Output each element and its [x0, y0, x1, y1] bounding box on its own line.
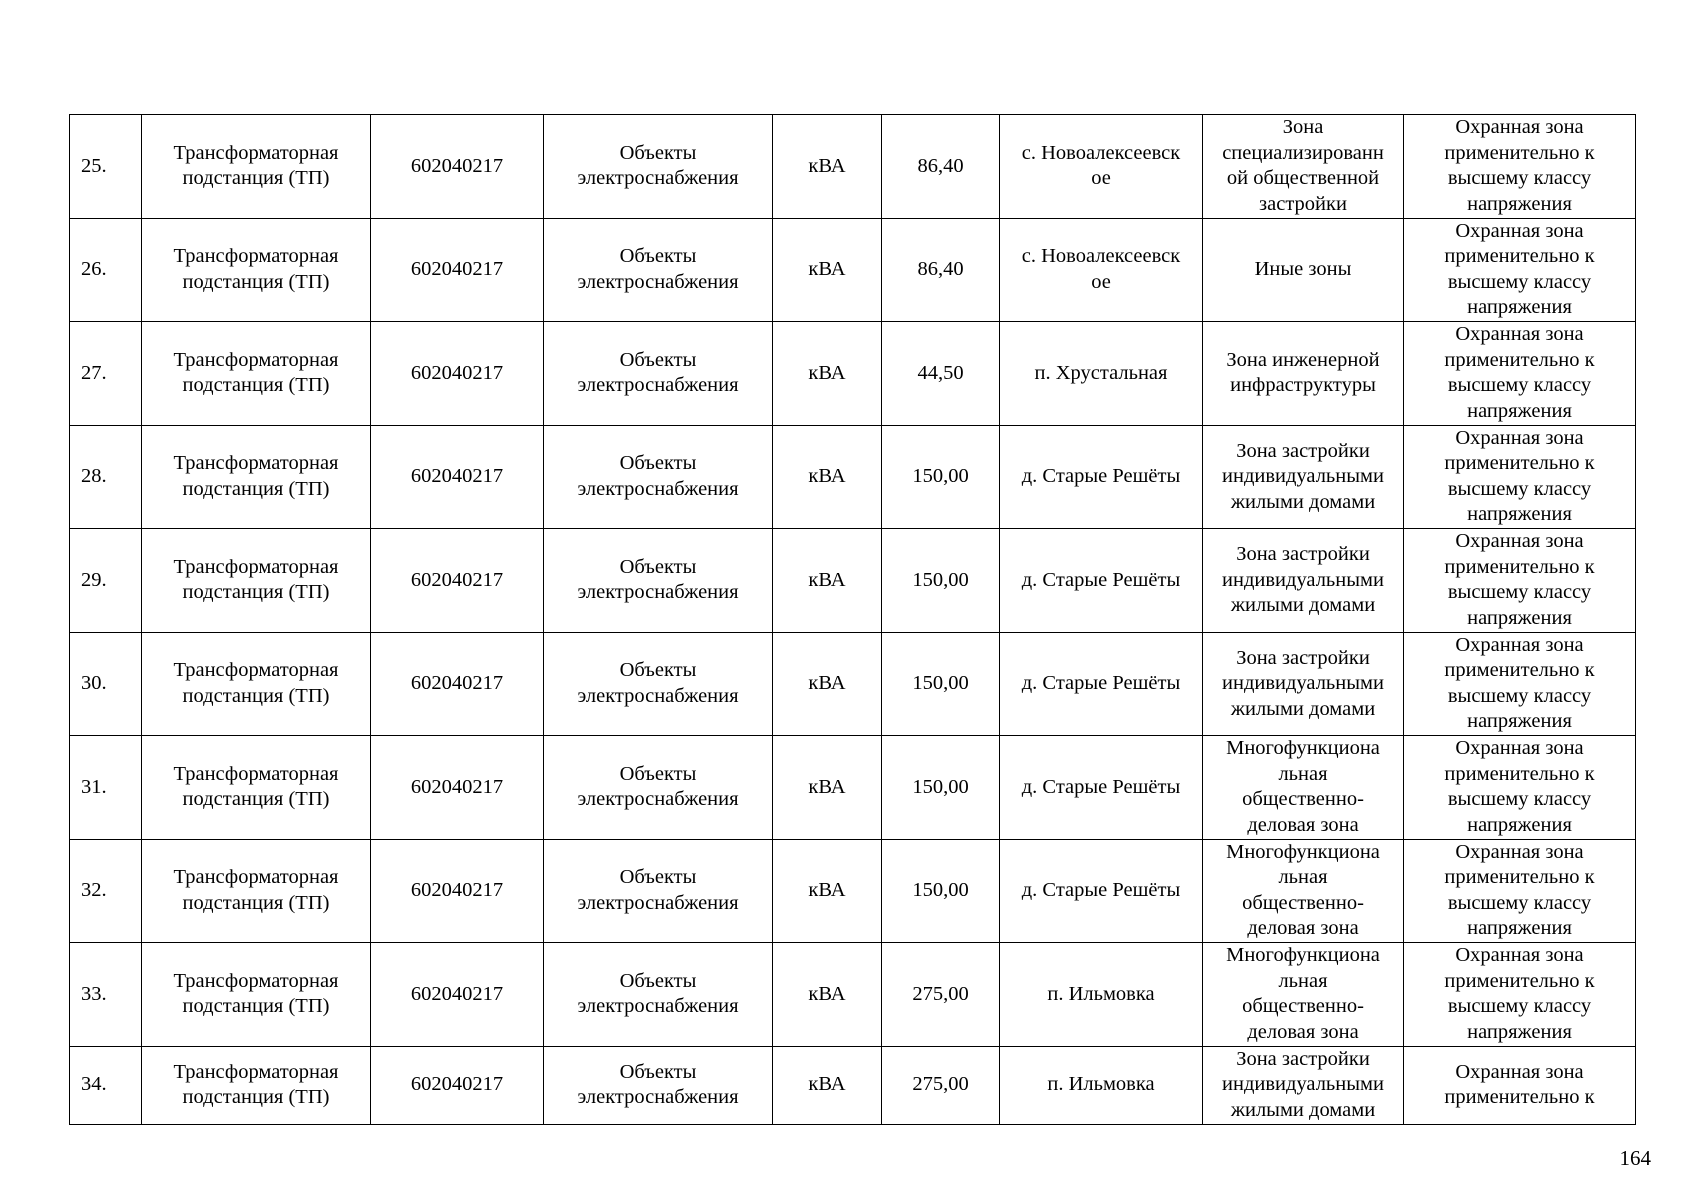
table-row [70, 115, 1636, 219]
row-number-cell [70, 632, 142, 736]
functional-zone: Многофункциона льная общественно- деловая зона [1226, 944, 1380, 1043]
object-name: Трансформаторная подстанция (ТП) [173, 969, 339, 1018]
object-category: Объекты электроснабжения [577, 866, 739, 914]
location-cell [1000, 632, 1203, 736]
functional-zone-cell [1203, 632, 1404, 736]
location-cell [1000, 736, 1203, 840]
location: д. Старые Решёты [1021, 672, 1181, 694]
object-category: Объекты электроснабжения [577, 659, 739, 707]
object-name-cell [142, 115, 371, 219]
object-code-cell [371, 632, 544, 736]
object-code-cell [371, 425, 544, 529]
functional-zone: Многофункциона льная общественно- деловая зона [1226, 840, 1380, 940]
object-code: 602040217 [410, 982, 504, 1005]
object-category-cell [544, 1046, 773, 1124]
object-name-cell [142, 425, 371, 529]
location: д. Старые Решёты [1021, 568, 1181, 591]
object-name-cell [142, 322, 371, 426]
object-code-cell [371, 736, 544, 840]
object-category: Объекты электроснабжения [577, 969, 739, 1018]
object-name-cell [142, 1046, 371, 1124]
unit-cell [773, 115, 882, 219]
capacity-value-cell [882, 943, 1000, 1047]
unit: кВА [808, 672, 846, 694]
capacity-value-cell [882, 218, 1000, 322]
unit-cell [773, 736, 882, 840]
capacity-value: 150,00 [912, 465, 969, 487]
unit: кВА [808, 1073, 846, 1096]
row-number-cell [70, 736, 142, 840]
object-name: Трансформаторная подстанция (ТП) [173, 866, 339, 914]
object-code: 602040217 [410, 361, 504, 384]
capacity-value: 86,40 [917, 154, 964, 177]
unit-cell [773, 529, 882, 633]
object-category: Объекты электроснабжения [577, 1060, 739, 1108]
functional-zone-cell [1203, 218, 1404, 322]
capacity-value-cell [882, 115, 1000, 219]
table-row [70, 218, 1636, 322]
capacity-value-cell [882, 425, 1000, 529]
capacity-value-cell [882, 529, 1000, 633]
page-number: 164 [1619, 1146, 1651, 1170]
table-row [70, 1046, 1636, 1124]
location-cell [1000, 115, 1203, 219]
object-name-cell [142, 839, 371, 943]
object-code: 602040217 [410, 1073, 504, 1096]
capacity-value-cell [882, 736, 1000, 840]
row-number: 26. [81, 258, 107, 280]
functional-zone-cell [1203, 529, 1404, 633]
unit-cell [773, 839, 882, 943]
object-category: Объекты электроснабжения [577, 245, 739, 293]
row-number-cell [70, 1046, 142, 1124]
capacity-value: 275,00 [912, 982, 969, 1005]
location: п. Ильмовка [1047, 982, 1155, 1005]
object-category-cell [544, 943, 773, 1047]
capacity-value: 150,00 [912, 568, 969, 591]
object-code-cell [371, 115, 544, 219]
protection-zone-cell [1404, 529, 1636, 633]
functional-zone-cell [1203, 839, 1404, 943]
object-category-cell [544, 529, 773, 633]
object-category-cell [544, 115, 773, 219]
object-code-cell [371, 943, 544, 1047]
unit: кВА [808, 568, 846, 591]
object-code: 602040217 [410, 258, 504, 280]
unit-cell [773, 322, 882, 426]
location-cell [1000, 1046, 1203, 1124]
protection-zone: Охранная зона применительно к высшему классу напряжения [1444, 426, 1595, 526]
row-number-cell [70, 425, 142, 529]
object-name-cell [142, 632, 371, 736]
protection-zone-cell [1404, 943, 1636, 1047]
unit: кВА [808, 361, 846, 384]
capacity-value-cell [882, 1046, 1000, 1124]
protection-zone-cell [1404, 839, 1636, 943]
table-row [70, 736, 1636, 840]
protection-zone-cell [1404, 736, 1636, 840]
location: д. Старые Решёты [1021, 775, 1181, 798]
functional-zone: Зона застройки индивидуальными жилыми домами [1222, 439, 1384, 513]
row-number: 29. [81, 568, 107, 591]
functional-zone-cell [1203, 1046, 1404, 1124]
object-name: Трансформаторная подстанция (ТП) [173, 762, 339, 811]
row-number-cell [70, 115, 142, 219]
object-category-cell [544, 632, 773, 736]
functional-zone: Зона застройки индивидуальными жилыми домами [1222, 543, 1384, 616]
object-code: 602040217 [410, 154, 504, 177]
table-row [70, 943, 1636, 1047]
unit: кВА [808, 879, 846, 901]
location: д. Старые Решёты [1021, 879, 1181, 901]
protection-zone-cell [1404, 218, 1636, 322]
row-number: 32. [81, 879, 107, 901]
protection-zone: Охранная зона применительно к высшему классу напряжения [1444, 116, 1595, 215]
location-cell [1000, 529, 1203, 633]
location: с. Новоалексеевск ое [1021, 245, 1181, 293]
object-code-cell [371, 1046, 544, 1124]
object-name-cell [142, 736, 371, 840]
object-code: 602040217 [410, 568, 504, 591]
row-number-cell [70, 839, 142, 943]
protection-zone: Охранная зона применительно к высшему классу напряжения [1444, 633, 1595, 733]
functional-zone: Зона застройки индивидуальными жилыми домами [1222, 1047, 1384, 1121]
object-code-cell [371, 529, 544, 633]
capacity-value: 44,50 [917, 361, 964, 384]
functional-zone-cell [1203, 322, 1404, 426]
object-name: Трансформаторная подстанция (ТП) [173, 245, 339, 293]
location: с. Новоалексеевск ое [1021, 141, 1181, 190]
table-body [70, 115, 1636, 1125]
row-number: 27. [81, 361, 107, 384]
object-name: Трансформаторная подстанция (ТП) [173, 1060, 339, 1108]
capacity-value: 150,00 [912, 879, 969, 901]
object-name: Трансформаторная подстанция (ТП) [173, 555, 339, 604]
row-number-cell [70, 943, 142, 1047]
object-category-cell [544, 322, 773, 426]
row-number: 25. [81, 154, 107, 177]
location-cell [1000, 943, 1203, 1047]
capacity-value-cell [882, 632, 1000, 736]
row-number-cell [70, 529, 142, 633]
protection-zone: Охранная зона применительно к высшему классу напряжения [1444, 737, 1595, 836]
object-name-cell [142, 218, 371, 322]
location-cell [1000, 218, 1203, 322]
table-row [70, 529, 1636, 633]
object-name: Трансформаторная подстанция (ТП) [173, 659, 339, 707]
unit-cell [773, 218, 882, 322]
object-name-cell [142, 943, 371, 1047]
object-name: Трансформаторная подстанция (ТП) [173, 348, 339, 397]
unit: кВА [808, 775, 846, 798]
object-name: Трансформаторная подстанция (ТП) [173, 452, 339, 500]
objects-table [69, 114, 1636, 1125]
object-code-cell [371, 218, 544, 322]
object-category: Объекты электроснабжения [577, 348, 739, 397]
protection-zone: Охранная зона применительно к высшему классу напряжения [1444, 323, 1595, 422]
object-category-cell [544, 425, 773, 529]
row-number-cell [70, 322, 142, 426]
object-category-cell [544, 839, 773, 943]
functional-zone-cell [1203, 115, 1404, 219]
protection-zone: Охранная зона применительно к [1444, 1060, 1595, 1108]
object-name-cell [142, 529, 371, 633]
capacity-value: 86,40 [917, 258, 964, 280]
row-number: 34. [81, 1073, 107, 1096]
protection-zone-cell [1404, 322, 1636, 426]
object-code: 602040217 [410, 775, 504, 798]
location-cell [1000, 425, 1203, 529]
unit: кВА [808, 154, 846, 177]
functional-zone-cell [1203, 943, 1404, 1047]
protection-zone-cell [1404, 632, 1636, 736]
row-number-cell [70, 218, 142, 322]
unit: кВА [808, 465, 846, 487]
capacity-value: 150,00 [912, 775, 969, 798]
location-cell [1000, 322, 1203, 426]
protection-zone-cell [1404, 115, 1636, 219]
table-row [70, 425, 1636, 529]
unit-cell [773, 1046, 882, 1124]
object-category-cell [544, 736, 773, 840]
object-category-cell [544, 218, 773, 322]
functional-zone: Зона специализированн ой общественной застройки [1222, 116, 1384, 215]
unit: кВА [808, 982, 846, 1005]
row-number: 31. [81, 775, 107, 798]
functional-zone: Многофункциона льная общественно- деловая зона [1226, 737, 1380, 836]
functional-zone: Иные зоны [1254, 258, 1352, 280]
unit: кВА [808, 258, 846, 280]
table-row [70, 632, 1636, 736]
protection-zone: Охранная зона применительно к высшему классу напряжения [1444, 944, 1595, 1043]
unit-cell [773, 425, 882, 529]
object-code-cell [371, 839, 544, 943]
functional-zone-cell [1203, 736, 1404, 840]
protection-zone-cell [1404, 1046, 1636, 1124]
object-category: Объекты электроснабжения [577, 762, 739, 811]
object-category: Объекты электроснабжения [577, 555, 739, 604]
object-category: Объекты электроснабжения [577, 452, 739, 500]
capacity-value: 275,00 [912, 1073, 969, 1096]
unit-cell [773, 943, 882, 1047]
location-cell [1000, 839, 1203, 943]
capacity-value-cell [882, 839, 1000, 943]
functional-zone: Зона инженерной инфраструктуры [1226, 348, 1380, 397]
row-number: 30. [81, 672, 107, 694]
protection-zone: Охранная зона применительно к высшему классу напряжения [1444, 530, 1595, 629]
protection-zone-cell [1404, 425, 1636, 529]
object-code-cell [371, 322, 544, 426]
functional-zone: Зона застройки индивидуальными жилыми домами [1222, 646, 1384, 720]
table-row [70, 322, 1636, 426]
row-number: 28. [81, 465, 107, 487]
protection-zone: Охранная зона применительно к высшему классу напряжения [1444, 840, 1595, 940]
unit-cell [773, 632, 882, 736]
location: д. Старые Решёты [1021, 465, 1181, 487]
protection-zone: Охранная зона применительно к высшему классу напряжения [1444, 219, 1595, 319]
table-row [70, 839, 1636, 943]
object-code: 602040217 [410, 879, 504, 901]
capacity-value-cell [882, 322, 1000, 426]
functional-zone-cell [1203, 425, 1404, 529]
object-code: 602040217 [410, 465, 504, 487]
object-code: 602040217 [410, 672, 504, 694]
location: п. Хрустальная [1034, 361, 1168, 384]
object-category: Объекты электроснабжения [577, 141, 739, 190]
location: п. Ильмовка [1047, 1073, 1155, 1096]
row-number: 33. [81, 982, 107, 1005]
object-name: Трансформаторная подстанция (ТП) [173, 141, 339, 190]
capacity-value: 150,00 [912, 672, 969, 694]
